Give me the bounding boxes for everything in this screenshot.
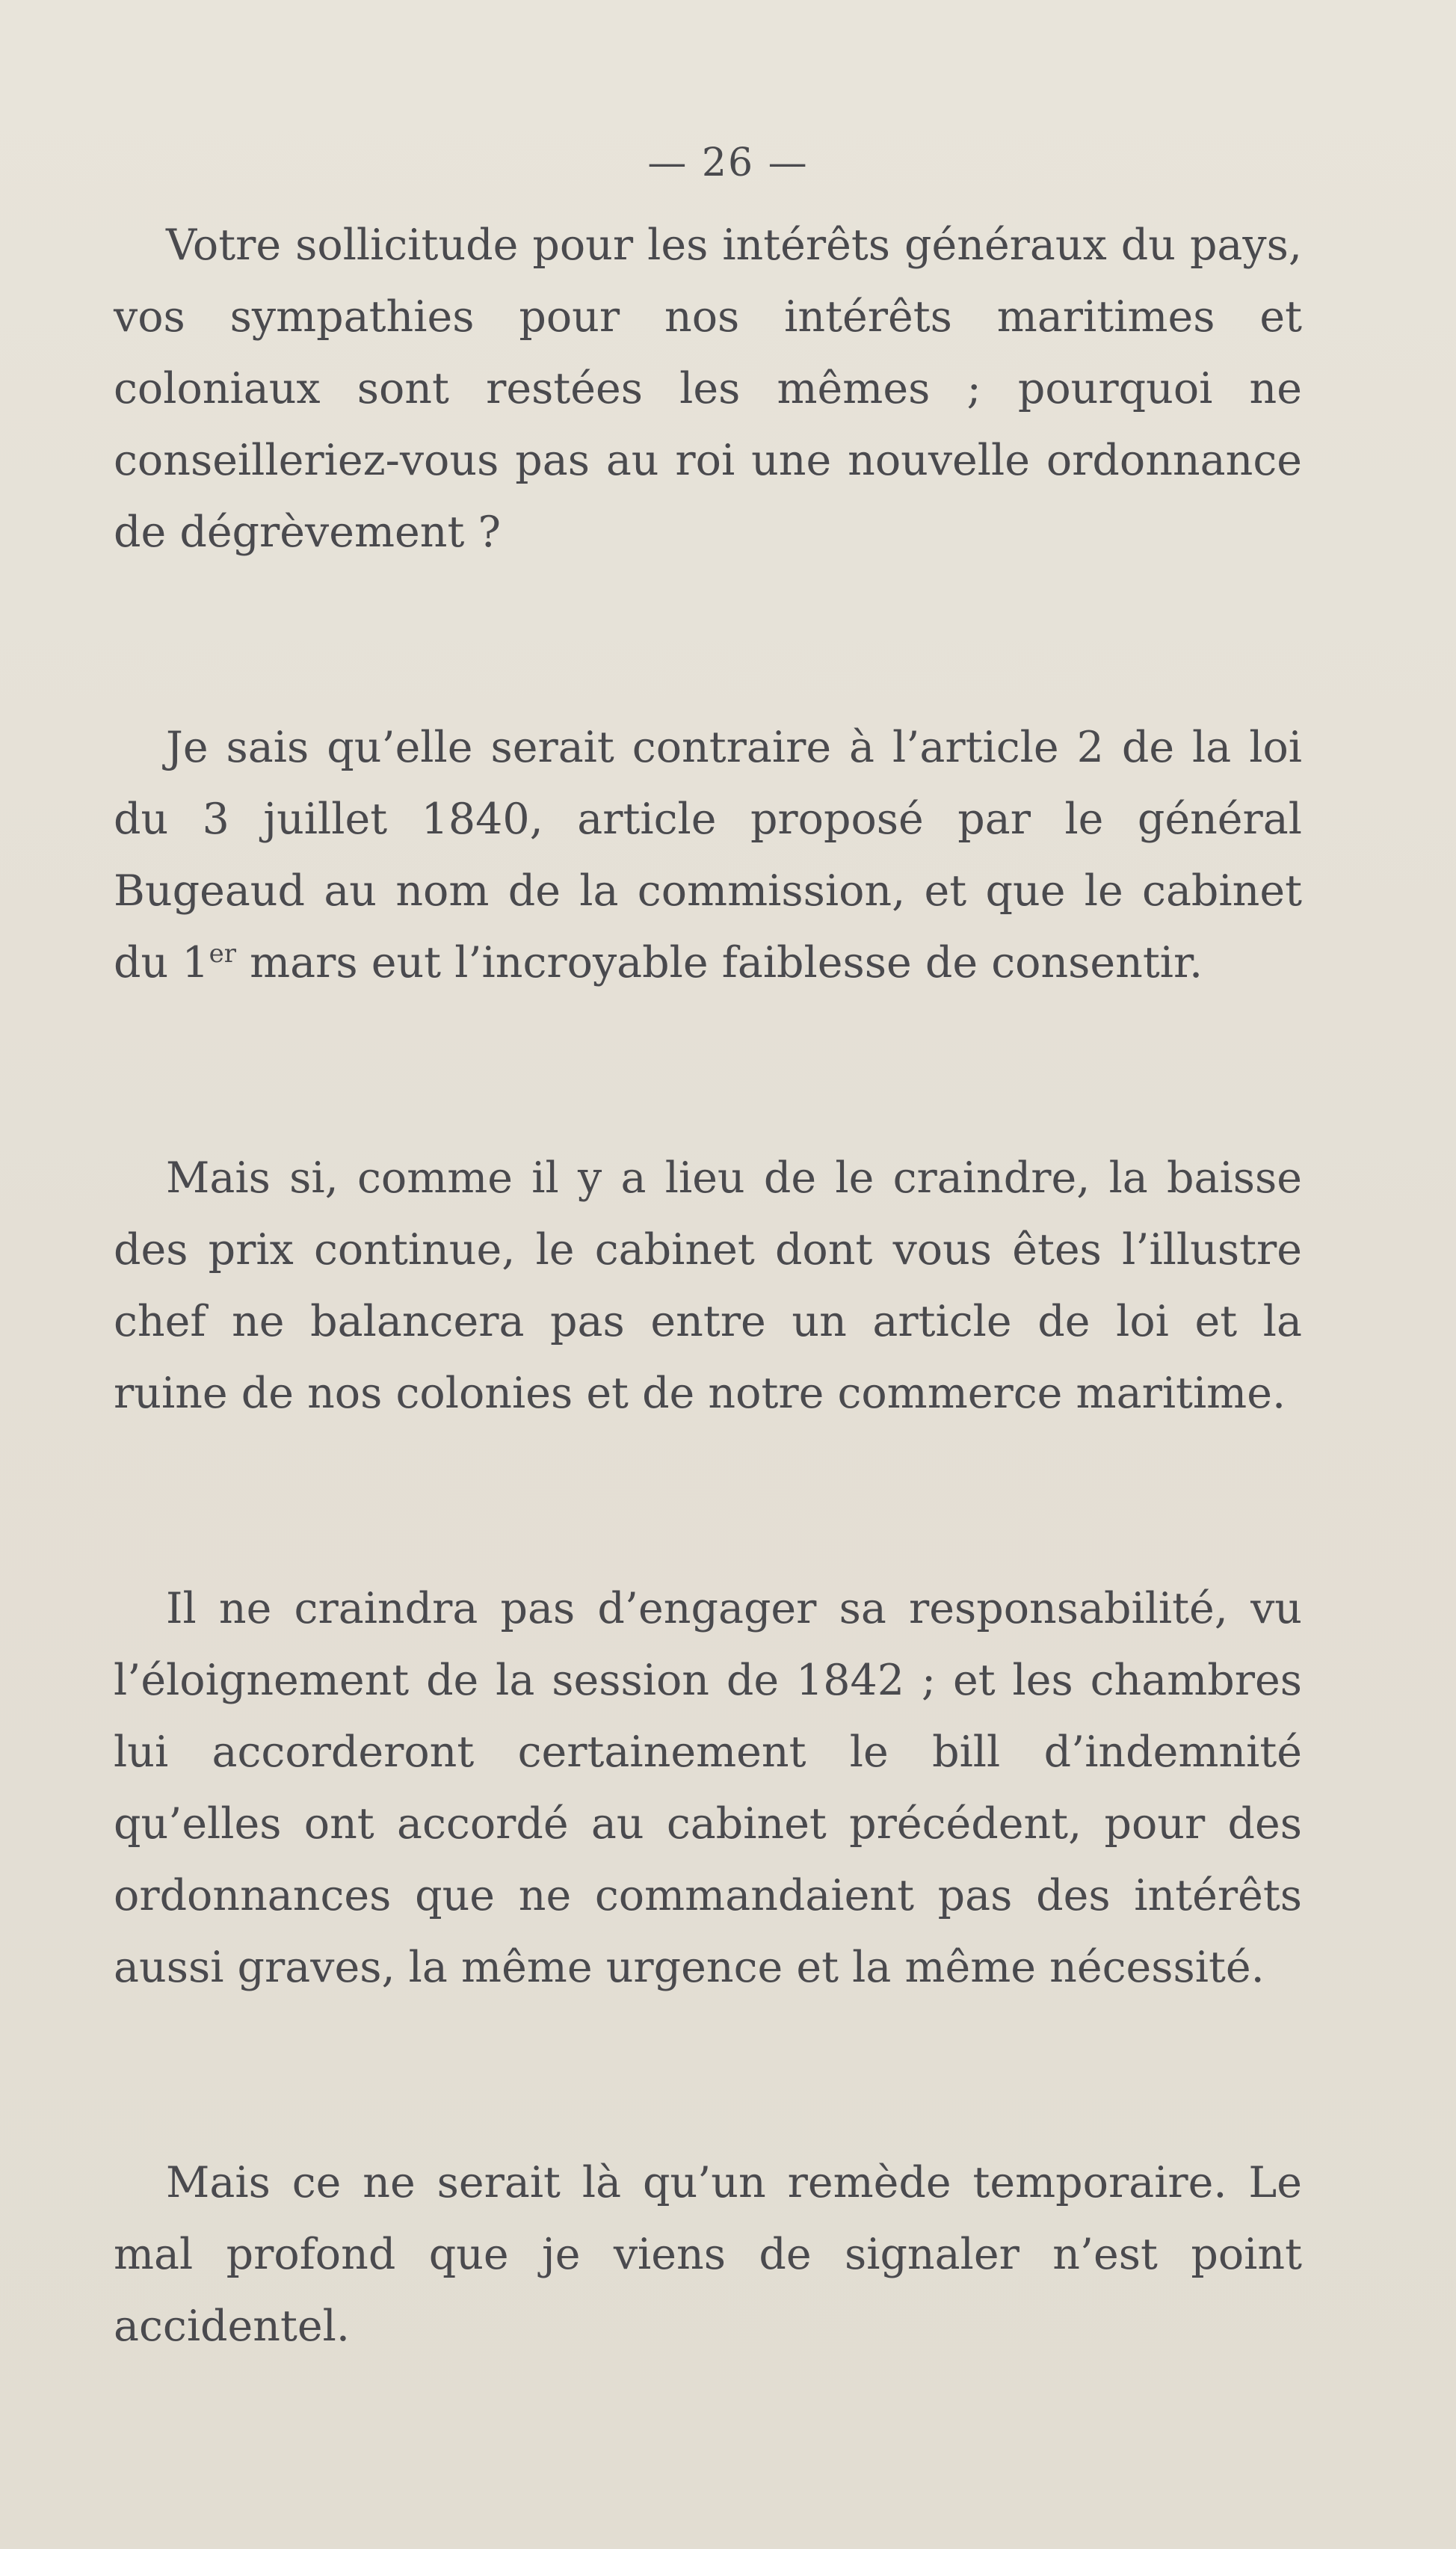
paragraph-2-text-after: mars eut l’incroyable faiblesse de consentir. <box>235 938 1203 987</box>
page-number: — 26 — <box>647 141 809 185</box>
paragraph-5: Mais ce ne serait là qu’un remède temporaire. Le mal profond que je viens de signaler n’est point accidentel. <box>114 2158 1302 2351</box>
paragraph-1: Votre sollicitude pour les intérêts généraux du pays, vos sympathies pour nos intérêts maritimes et coloniaux sont restées les mêmes ; pourquoi ne conseilleriez-vous pas au roi une nouvelle ordonnance de dégrèvement ? <box>114 221 1302 557</box>
body-text <box>114 209 1302 2362</box>
paragraph-4: Il ne craindra pas d’engager sa responsabilité, vu l’éloignement de la session de 1842 ; et les chambres lui accorderont certainement le bill d’indemnité qu’elles ont accordé au cabinet précédent, pour des ordonnances que ne commandaient pas des intérêts aussi graves, la même urgence et la même nécessité. <box>114 1584 1302 1992</box>
paragraph-2-text-before: Je sais qu’elle serait contraire à l’article 2 de la loi du 3 juillet 1840, article proposé par le général Bugeaud au nom de la commission, et que le cabinet du 1 <box>114 723 1302 987</box>
paragraph-2 <box>114 712 1302 999</box>
superscript-er: er <box>209 939 236 969</box>
paragraph-3: Mais si, comme il y a lieu de le craindre, la baisse des prix continue, le cabinet dont vous êtes l’illustre chef ne balancera pas entre un article de loi et la ruine de nos colonies et de notre commerce maritime. <box>114 1153 1302 1418</box>
